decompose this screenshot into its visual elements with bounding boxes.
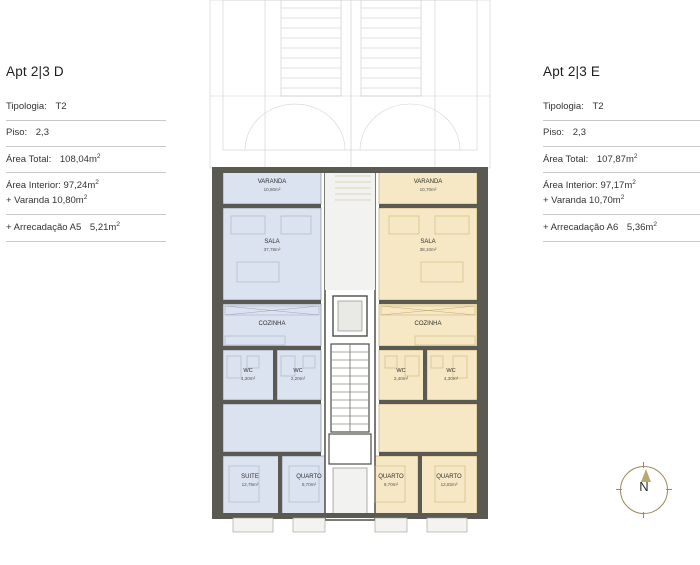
plan-context-upper — [210, 0, 490, 168]
room-label: SALA — [264, 239, 280, 245]
spec-label-2: + Varanda 10,70m — [543, 195, 621, 207]
room-label: QUARTO — [378, 474, 404, 480]
room-label: SALA — [420, 239, 436, 245]
room-area: 38,10m² — [419, 247, 437, 252]
spec-label: + Arrecadação A6 — [543, 222, 619, 234]
room-area: 9,70m² — [383, 482, 399, 487]
page-title-left: Apt 2|3 D — [6, 64, 64, 79]
room-area: 37,78m² — [263, 247, 281, 252]
room-label: WC — [396, 368, 406, 374]
spec-sup-2: 2 — [620, 194, 625, 202]
spec-value: 108,04m — [59, 153, 97, 165]
spec-label: Área Interior: 97,17m — [543, 180, 633, 192]
plan-context-stairs-upper — [281, 0, 421, 168]
spec-label: Tipologia: — [543, 101, 584, 112]
spec-value: T2 — [55, 101, 67, 112]
spec-label: Área Total: — [543, 153, 589, 165]
room-label: COZINHA — [258, 321, 286, 327]
spec-sup: 2 — [116, 221, 120, 229]
room-label: VARANDA — [257, 179, 287, 185]
room-area: 10,70m² — [419, 187, 437, 192]
spec-label: Piso: — [6, 126, 28, 138]
room-area: 10,80m² — [263, 187, 281, 192]
spec-area-total-right — [543, 147, 700, 174]
room-label: QUARTO — [296, 474, 322, 480]
room-area: 2,20m² — [290, 376, 306, 381]
room-area: 4,30m² — [240, 376, 256, 381]
spec-sup: 2 — [96, 152, 101, 160]
room-label: COZINHA — [414, 321, 442, 327]
floor-plan — [185, 0, 515, 540]
room-label: WC — [243, 368, 253, 374]
room-label: SUITE — [241, 474, 259, 480]
spec-arrecadacao-right — [543, 215, 700, 242]
spec-label: + Arrecadação A5 — [6, 222, 82, 234]
spec-label-2: + Varanda 10,80m — [6, 195, 84, 207]
unit-info-right — [543, 64, 700, 242]
spec-value: 5,36m — [626, 222, 654, 234]
central-core — [325, 168, 375, 520]
page-title-right: Apt 2|3 E — [543, 64, 601, 79]
spec-tipologia-left — [6, 95, 166, 121]
spec-tipologia-right — [543, 95, 700, 121]
spec-piso-right — [543, 121, 700, 147]
room-label: QUARTO — [436, 474, 462, 480]
spec-arrecadacao-left — [6, 215, 166, 242]
unit-info-left — [6, 64, 166, 242]
room-area: 12,75m² — [241, 482, 259, 487]
spec-value: 2,3 — [572, 126, 586, 138]
room-area: 9,70m² — [301, 482, 317, 487]
room-area: 12,82m² — [440, 482, 458, 487]
compass-tick-north — [643, 462, 644, 468]
spec-area-interior-right — [543, 173, 700, 215]
spec-value: 5,21m — [89, 222, 117, 234]
spec-piso-left — [6, 121, 166, 147]
spec-value: 107,87m — [596, 153, 634, 165]
room-label: WC — [446, 368, 456, 374]
north-compass-icon — [620, 466, 668, 514]
spec-area-interior-left — [6, 173, 166, 215]
spec-sup: 2 — [95, 179, 99, 187]
spec-label: Área Interior: 97,24m — [6, 180, 96, 192]
spec-value: T2 — [592, 101, 604, 112]
spec-value: 2,3 — [35, 126, 49, 138]
compass-tick-south — [643, 512, 644, 518]
room-area: 4,30m² — [443, 376, 459, 381]
room-label: VARANDA — [413, 179, 443, 185]
spec-sup: 2 — [632, 179, 636, 187]
spec-sup-2: 2 — [83, 194, 88, 202]
spec-label: Área Total: — [6, 153, 52, 165]
spec-sup: 2 — [633, 152, 638, 160]
room-area: 2,40m² — [393, 376, 409, 381]
spec-area-total-left — [6, 147, 166, 174]
spec-label: Tipologia: — [6, 101, 47, 112]
room-label: WC — [293, 368, 303, 374]
compass-letter: N — [639, 479, 649, 494]
spec-sup: 2 — [653, 221, 657, 229]
spec-label: Piso: — [543, 126, 565, 138]
